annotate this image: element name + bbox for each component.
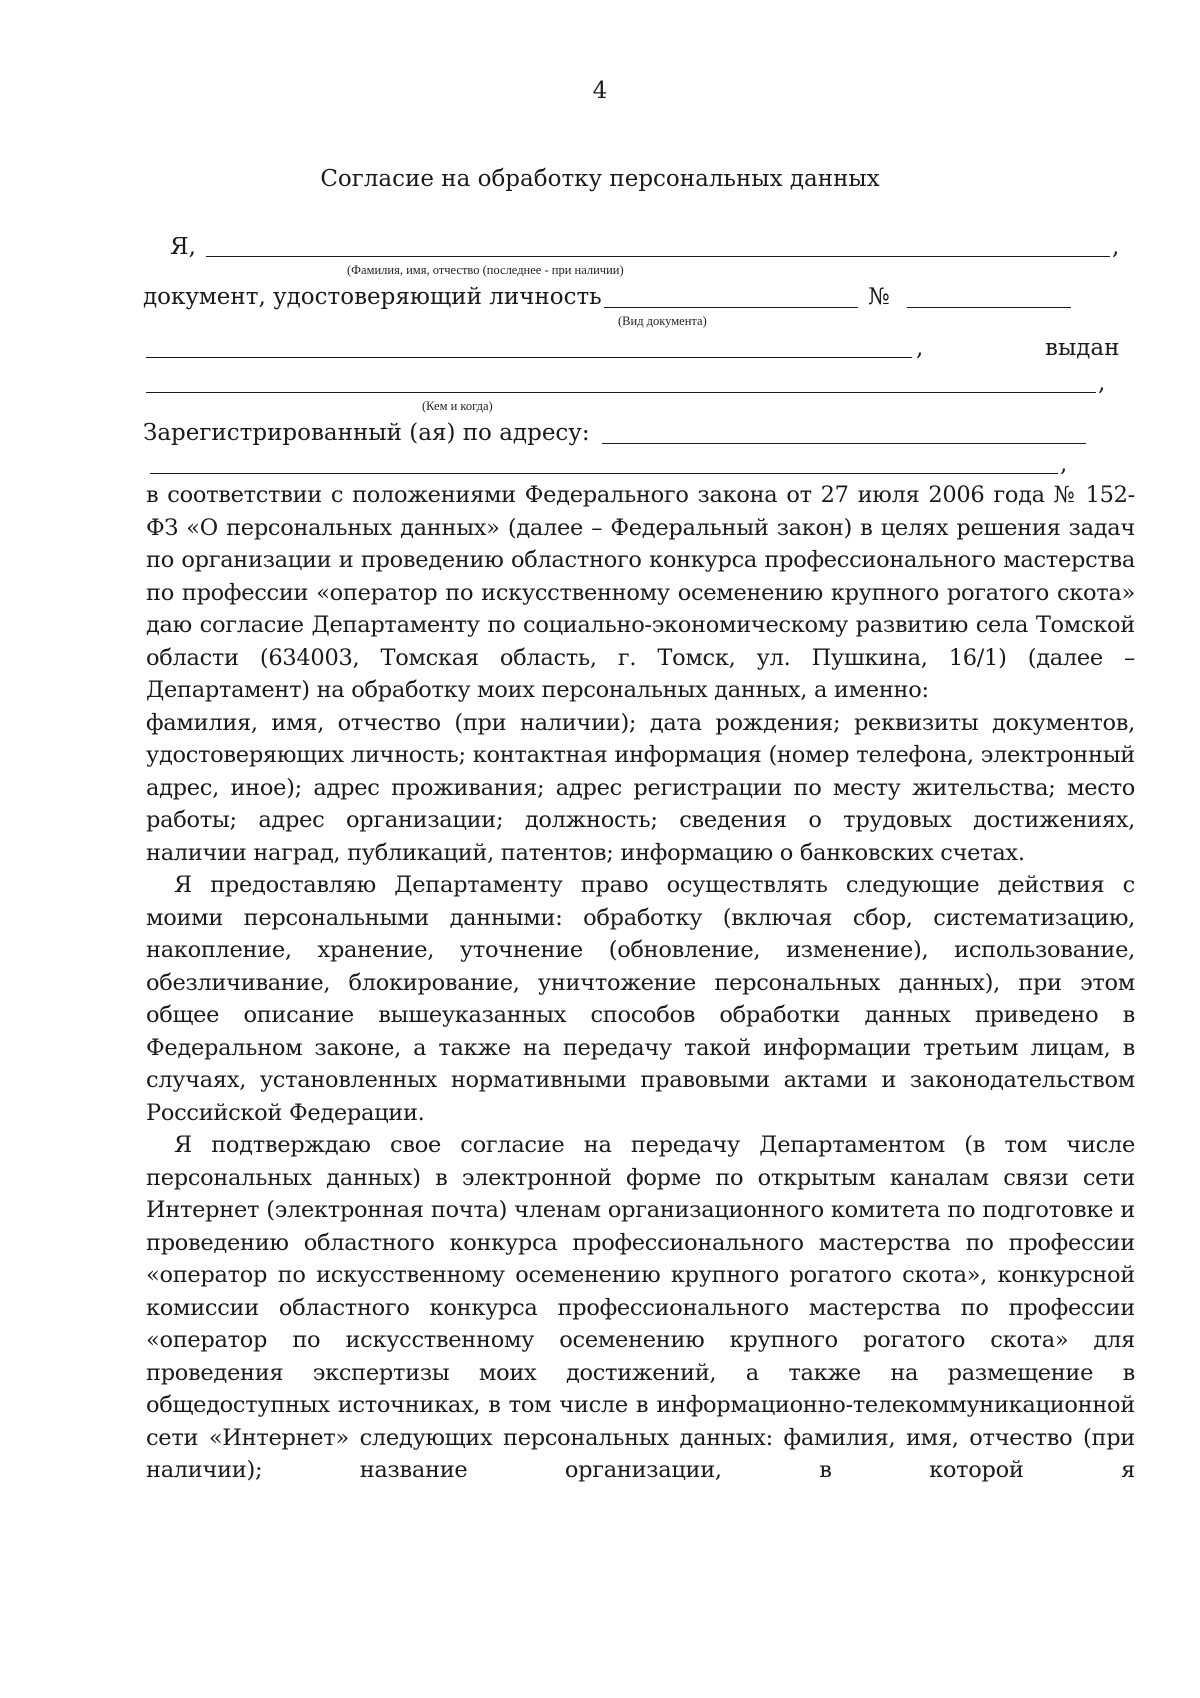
issued-by-field[interactable]: [146, 392, 1096, 393]
address-line-comma: ,: [1060, 451, 1068, 477]
full-name-field[interactable]: [206, 256, 1110, 257]
i-label: Я,: [170, 234, 196, 260]
document-label: документ, удостоверяющий личность: [143, 284, 602, 310]
document-type-hint: (Вид документа): [618, 314, 707, 328]
consent-paragraph-1: в соответствии с положениями Федерального закона от 27 июля 2006 года № 152-ФЗ «О персональных данных» (далее – Федеральный закон) в целях решения задач по организации и проведению областного конкурса профессионального мастерства по профессии «оператор по искусственному осеменению крупного рогатого скота» даю согласие Департаменту по социально-экономическому развитию села Томской области (634003, Томская область, г. Томск, ул. Пушкина, 16/1) (далее – Департамент) на обработку моих персональных данных, а именно:: [146, 482, 1135, 703]
consent-body: [146, 479, 1135, 1487]
document-title: Согласие на обработку персональных данных: [320, 166, 880, 192]
document-type-field[interactable]: [604, 307, 858, 308]
document-number-field[interactable]: [907, 307, 1071, 308]
consent-paragraph-2: Я предоставляю Департаменту право осуществлять следующие действия с моими персональными данными: обработку (включая сбор, систематизацию, накопление, хранение, уточнение (обновление, изменение), использование, обезличивание, блокирование, уничтожение персональных данных), при этом общее описание вышеуказанных способов обработки данных приведено в Федеральном законе, а также на передачу такой информации третьим лицам, в случаях, установленных нормативными правовыми актами и законодательством Российской Федерации.: [146, 872, 1135, 1126]
document-details-field[interactable]: [146, 357, 912, 358]
full-name-hint: (Фамилия, имя, отчество (последнее - при наличии): [347, 263, 624, 277]
issued-line-comma: ,: [1098, 370, 1106, 396]
consent-paragraph-3: Я подтверждаю свое согласие на передачу Департаментом (в том числе персональных данных) в электронной форме по открытым каналам связи сети Интернет (электронная почта) членам организационного комитета по подготовке и проведению областного конкурса профессионального мастерства по профессии «оператор по искусственному осеменению крупного рогатого скота», конкурсной комиссии областного конкурса профессионального мастерства по профессии «оператор по искусственному осеменению крупного рогатого скота» для проведения экспертизы моих достижений, а также на размещение в общедоступных источниках, в том числе в информационно-телекоммуникационной сети «Интернет» следующих персональных данных: фамилия, имя, отчество (при наличии); название организации, в которой я: [146, 1132, 1135, 1483]
address-label: Зарегистрированный (ая) по адресу:: [143, 420, 590, 446]
number-sign: №: [868, 284, 890, 310]
personal-data-list: фамилия, имя, отчество (при наличии); дата рождения; реквизиты документов, удостоверяющих личность; контактная информация (номер телефона, электронный адрес, иное); адрес проживания; адрес регистрации по месту жительства; место работы; адрес организации; должность; сведения о трудовых достижениях, наличии наград, публикаций, патентов; информацию о банковских счетах.: [146, 709, 1135, 866]
name-line-comma: ,: [1112, 234, 1120, 260]
details-line-comma: ,: [916, 335, 924, 361]
page-number: 4: [592, 78, 608, 104]
address-continuation-field[interactable]: [150, 473, 1058, 474]
issued-by-hint: (Кем и когда): [422, 399, 493, 413]
issued-label: выдан: [1045, 335, 1120, 361]
address-field[interactable]: [602, 443, 1086, 444]
